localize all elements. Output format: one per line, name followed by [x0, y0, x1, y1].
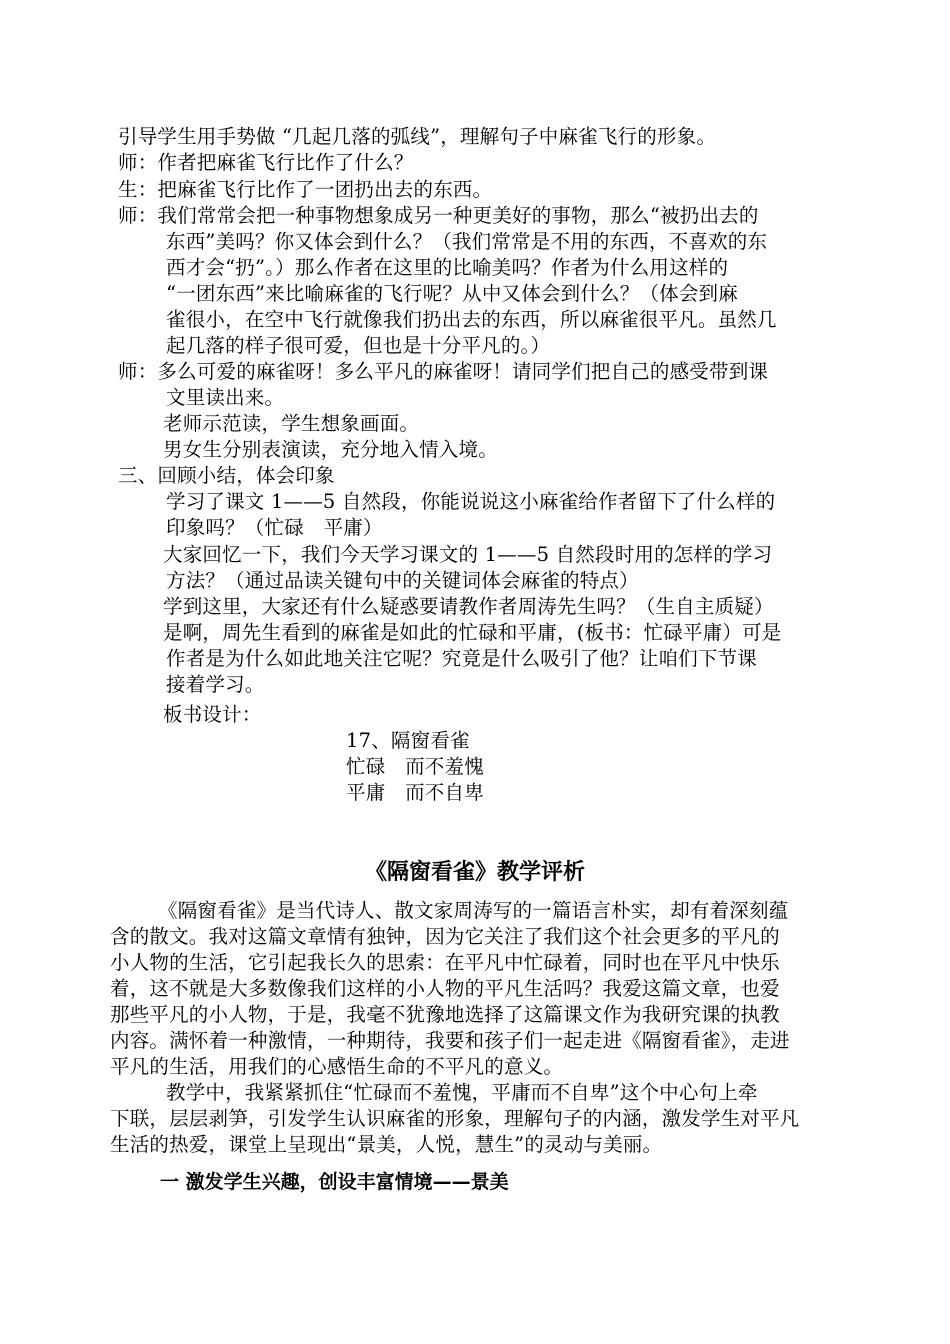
lesson-line: 起几落的样子很可爱，但也是十分平凡的。）	[166, 334, 551, 357]
section-heading: 一 激发学生兴趣，创设丰富情境——景美	[160, 1171, 509, 1193]
lesson-line: 接着学习。	[166, 673, 265, 696]
lesson-line: 师：我们常常会把一种事物想象成另一种更美好的事物，那么“被扔出去的	[118, 204, 759, 227]
review-line: 含的散文。我对这篇文章情有独钟，因为它关注了我们这个社会更多的平凡的	[110, 925, 780, 948]
lesson-line: 印象吗？（忙碌 平庸）	[166, 516, 383, 539]
review-line: 生活的热爱，课堂上呈现出“景美，人悦，慧生”的灵动与美丽。	[110, 1133, 663, 1156]
lesson-line: 师：多么可爱的麻雀呀！多么平凡的麻雀呀！请同学们把自己的感受带到课	[118, 360, 769, 383]
board-line: 平庸 而不自卑	[346, 781, 484, 804]
review-line: 教学中，我紧紧抓住“忙碌而不羞愧，平庸而不自卑”这个中心句上牵	[166, 1081, 758, 1104]
lesson-line: 男女生分别表演读，充分地入情入境。	[163, 438, 498, 461]
lesson-line: 方法？（通过品读关键句中的关键词体会麻雀的特点）	[166, 569, 639, 592]
lesson-line: 东西”美吗？你又体会到什么？（我们常常是不用的东西，不喜欢的东	[166, 230, 768, 253]
lesson-line: 生：把麻雀飞行比作了一团扔出去的东西。	[118, 178, 493, 201]
review-line: 那些平凡的小人物，于是，我毫不犹豫地选择了这篇课文作为我研究课的执教	[110, 1003, 780, 1026]
lesson-line: 文里读出来。	[166, 386, 285, 409]
lesson-line: “一团东西”来比喻麻雀的飞行呢？从中又体会到什么？（体会到麻	[166, 282, 738, 305]
review-line: 《隔窗看雀》是当代诗人、散文家周涛写的一篇语言朴实，却有着深刻蕴	[158, 899, 789, 922]
lesson-line: 雀很小，在空中飞行就像我们扔出去的东西，所以麻雀很平凡。虽然几	[166, 308, 777, 331]
lesson-heading: 三、回顾小结，体会印象	[118, 464, 335, 487]
review-line: 下联，层层剥笋，引发学生认识麻雀的形象，理解句子的内涵，激发学生对平凡	[110, 1107, 800, 1130]
lesson-line: 老师示范读，学生想象画面。	[163, 412, 420, 435]
lesson-line: 西才会“扔”。）那么作者在这里的比喻美吗？作者为什么用这样的	[166, 256, 729, 279]
review-line: 小人物的生活，它引起我长久的思索：在平凡中忙碌着，同时也在平凡中快乐	[110, 951, 780, 974]
lesson-line: 学到这里，大家还有什么疑惑要请教作者周涛先生吗？（生自主质疑）	[163, 595, 774, 618]
board-label: 板书设计：	[163, 703, 262, 726]
lesson-line: 引导学生用手势做 “几起几落的弧线”，理解句子中麻雀飞行的形象。	[118, 125, 717, 148]
board-line: 17、隔窗看雀	[346, 729, 470, 752]
review-line: 内容。满怀着一种激情，一种期待，我要和孩子们一起走进《隔窗看雀》，走进	[110, 1029, 790, 1052]
lesson-line: 是啊，周先生看到的麻雀是如此的忙碌和平庸，(板书：忙碌平庸）可是	[163, 621, 782, 644]
lesson-line: 大家回忆一下，我们今天学习课文的 1——5 自然段时用的怎样的学习	[163, 543, 773, 566]
lesson-line: 学习了课文 1——5 自然段，你能说说这小麻雀给作者留下了什么样的	[166, 490, 776, 513]
review-title: 《隔窗看雀》教学评析	[364, 860, 585, 885]
lesson-line: 师：作者把麻雀飞行比作了什么？	[118, 151, 414, 174]
review-line: 着，这不就是大多数像我们这样的小人物的平凡生活吗？我爱这篇文章，也爱	[110, 977, 780, 1000]
review-line: 平凡的生活，用我们的心感悟生命的不平凡的意义。	[110, 1055, 564, 1078]
lesson-line: 作者是为什么如此地关注它呢？究竟是什么吸引了他？让咱们下节课	[166, 647, 758, 670]
board-line: 忙碌 而不羞愧	[346, 755, 484, 778]
